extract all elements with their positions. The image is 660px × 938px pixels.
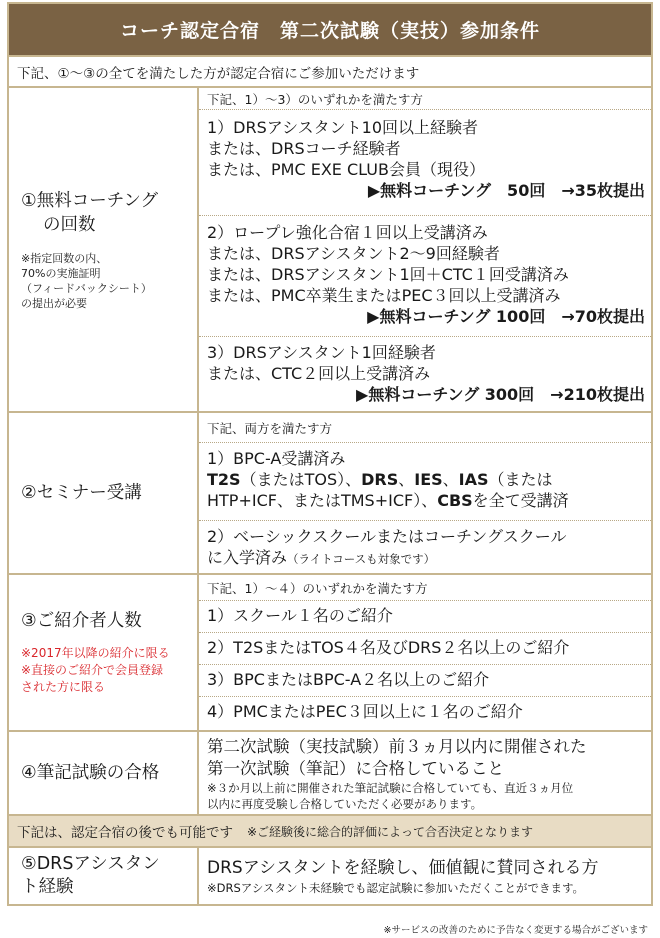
note-line: ※DRSアシスタント未経験でも認定試験に参加いただくことができます。 bbox=[207, 881, 585, 895]
section-content-cell bbox=[199, 848, 651, 904]
text: 、 bbox=[442, 470, 459, 489]
intro-text: 下記、①～③の全てを満たした方が認定合宿にご参加いただけます bbox=[7, 57, 653, 88]
condition-line: 1）BPC-A受講済み bbox=[207, 449, 346, 468]
after-note-small: ※ご経験後に総合的評価によって合否決定となります bbox=[247, 824, 534, 839]
note-line: ※2017年以降の紹介に限る bbox=[21, 646, 170, 660]
condition-line: 2）ロープレ強化合宿１回以上受講済み bbox=[207, 223, 488, 242]
condition-line bbox=[207, 490, 645, 511]
section-title bbox=[21, 189, 187, 237]
condition-subheading: 下記、両方を満たす方 bbox=[199, 413, 651, 443]
text: （または bbox=[488, 470, 553, 489]
footer-disclaimer: ※サービスの改善のために予告なく変更する場合がございます bbox=[383, 925, 648, 936]
condition-line: または、CTC２回以上受講済み bbox=[207, 364, 431, 383]
course-name: IES bbox=[414, 470, 443, 489]
course-name: T2S bbox=[207, 470, 241, 489]
section-title-line: ト経験 bbox=[21, 877, 74, 897]
section-title bbox=[21, 853, 187, 899]
condition-line: または、DRSコーチ経験者 bbox=[207, 139, 401, 158]
condition-result: ▶無料コーチング 300回 →210枚提出 bbox=[356, 385, 645, 404]
text-small: （ライトコースも対象です） bbox=[287, 552, 436, 566]
course-name: CBS bbox=[437, 491, 473, 510]
condition-line: または、DRSアシスタント1回＋CTC１回受講済み bbox=[207, 265, 569, 284]
condition-item bbox=[199, 521, 651, 573]
condition-item bbox=[199, 337, 651, 411]
note-line: 70%の実施証明 bbox=[21, 266, 101, 280]
condition-subheading: 下記、1）～４）のいずれかを満たす方 bbox=[199, 575, 651, 601]
note-line: ※指定回数の内、 bbox=[21, 251, 108, 265]
condition-line: または、DRSアシスタント2～9回経験者 bbox=[207, 244, 500, 263]
after-camp-note bbox=[7, 816, 653, 848]
section-title: ③ご紹介者人数 bbox=[21, 611, 142, 631]
condition-line: 第一次試験（筆記）に合格していること bbox=[207, 759, 504, 778]
condition-line: 3）BPCまたはBPC-A２名以上のご紹介 bbox=[207, 670, 490, 689]
condition-line: 1）スクール１名のご紹介 bbox=[207, 606, 393, 625]
condition-line: または、PMC卒業生またはPEC３回以上受講済み bbox=[207, 286, 561, 305]
condition-line: 2）ベーシックスクールまたはコーチングスクール bbox=[207, 527, 567, 546]
section-free-coaching bbox=[7, 88, 653, 413]
section-title-line: ①無料コーチング bbox=[21, 190, 158, 211]
note-line: ※３か月以上前に開催された筆記試験に合格していても、直近３ヵ月位 bbox=[207, 781, 574, 795]
note-line: （フィードバックシート） bbox=[21, 281, 152, 295]
section-title-line: の回数 bbox=[43, 214, 96, 235]
condition-line: DRSアシスタントを経験し、価値観に賛同される方 bbox=[207, 858, 599, 878]
course-name: DRS bbox=[361, 470, 399, 489]
section-label-cell bbox=[9, 413, 199, 573]
condition-line: または、PMC EXE CLUB会員（現役） bbox=[207, 160, 485, 179]
section-title-line: ⑤DRSアシスタン bbox=[21, 854, 160, 874]
course-name: IAS bbox=[458, 470, 489, 489]
condition-line: 2）T2SまたはTOS４名及びDRS２名以上のご紹介 bbox=[207, 638, 570, 657]
condition-item bbox=[199, 443, 651, 521]
section-red-note bbox=[21, 645, 187, 696]
condition-line bbox=[207, 547, 645, 570]
condition-line: 3）DRSアシスタント1回経験者 bbox=[207, 343, 436, 362]
condition-item bbox=[199, 601, 651, 633]
section-content-cell bbox=[199, 575, 651, 730]
section-label-cell bbox=[9, 848, 199, 904]
condition-item bbox=[199, 110, 651, 216]
section-note bbox=[21, 251, 187, 311]
text: に入学済み bbox=[207, 548, 288, 567]
section-written-exam bbox=[7, 732, 653, 816]
section-title: ④筆記試験の合格 bbox=[21, 763, 160, 783]
section-seminar bbox=[7, 413, 653, 575]
section-content-cell bbox=[199, 732, 651, 814]
condition-item bbox=[199, 216, 651, 337]
after-note-main: 下記は、認定合宿の後でも可能です bbox=[17, 825, 233, 841]
section-content-cell bbox=[199, 413, 651, 573]
section-label-cell bbox=[9, 88, 199, 411]
section-referrals bbox=[7, 575, 653, 732]
note-line: された方に限る bbox=[21, 680, 106, 694]
text: 、 bbox=[398, 470, 415, 489]
section-label-cell bbox=[9, 732, 199, 814]
condition-item bbox=[199, 665, 651, 697]
conditions-document bbox=[7, 2, 653, 906]
note-line: の提出が必要 bbox=[21, 296, 87, 310]
note-line: 以内に再度受験し合格していただく必要があります。 bbox=[207, 797, 483, 811]
condition-subheading: 下記、1）～3）のいずれかを満たす方 bbox=[199, 88, 651, 110]
condition-line: 第二次試験（実技試験）前３ヵ月以内に開催された bbox=[207, 737, 587, 756]
condition-item bbox=[199, 697, 651, 730]
section-drs-assistant bbox=[7, 848, 653, 906]
condition-line bbox=[207, 469, 645, 490]
condition-line: 4）PMCまたはPEC３回以上に１名のご紹介 bbox=[207, 702, 523, 721]
condition-line: 1）DRSアシスタント10回以上経験者 bbox=[207, 118, 479, 137]
text: HTP+ICF、またはTMS+ICF）、 bbox=[207, 491, 438, 510]
text: （またはTOS）、 bbox=[240, 470, 362, 489]
section-content-cell bbox=[199, 88, 651, 411]
text: を全て受講済 bbox=[472, 491, 569, 510]
condition-result: ▶無料コーチング 50回 →35枚提出 bbox=[367, 181, 645, 200]
condition-item bbox=[199, 633, 651, 665]
section-title: ②セミナー受講 bbox=[21, 483, 142, 503]
section-label-cell bbox=[9, 575, 199, 730]
note-line: ※直接のご紹介で会員登録 bbox=[21, 663, 164, 677]
page-title: コーチ認定合宿 第二次試験（実技）参加条件 bbox=[7, 2, 653, 57]
condition-result: ▶無料コーチング 100回 →70枚提出 bbox=[367, 307, 645, 326]
